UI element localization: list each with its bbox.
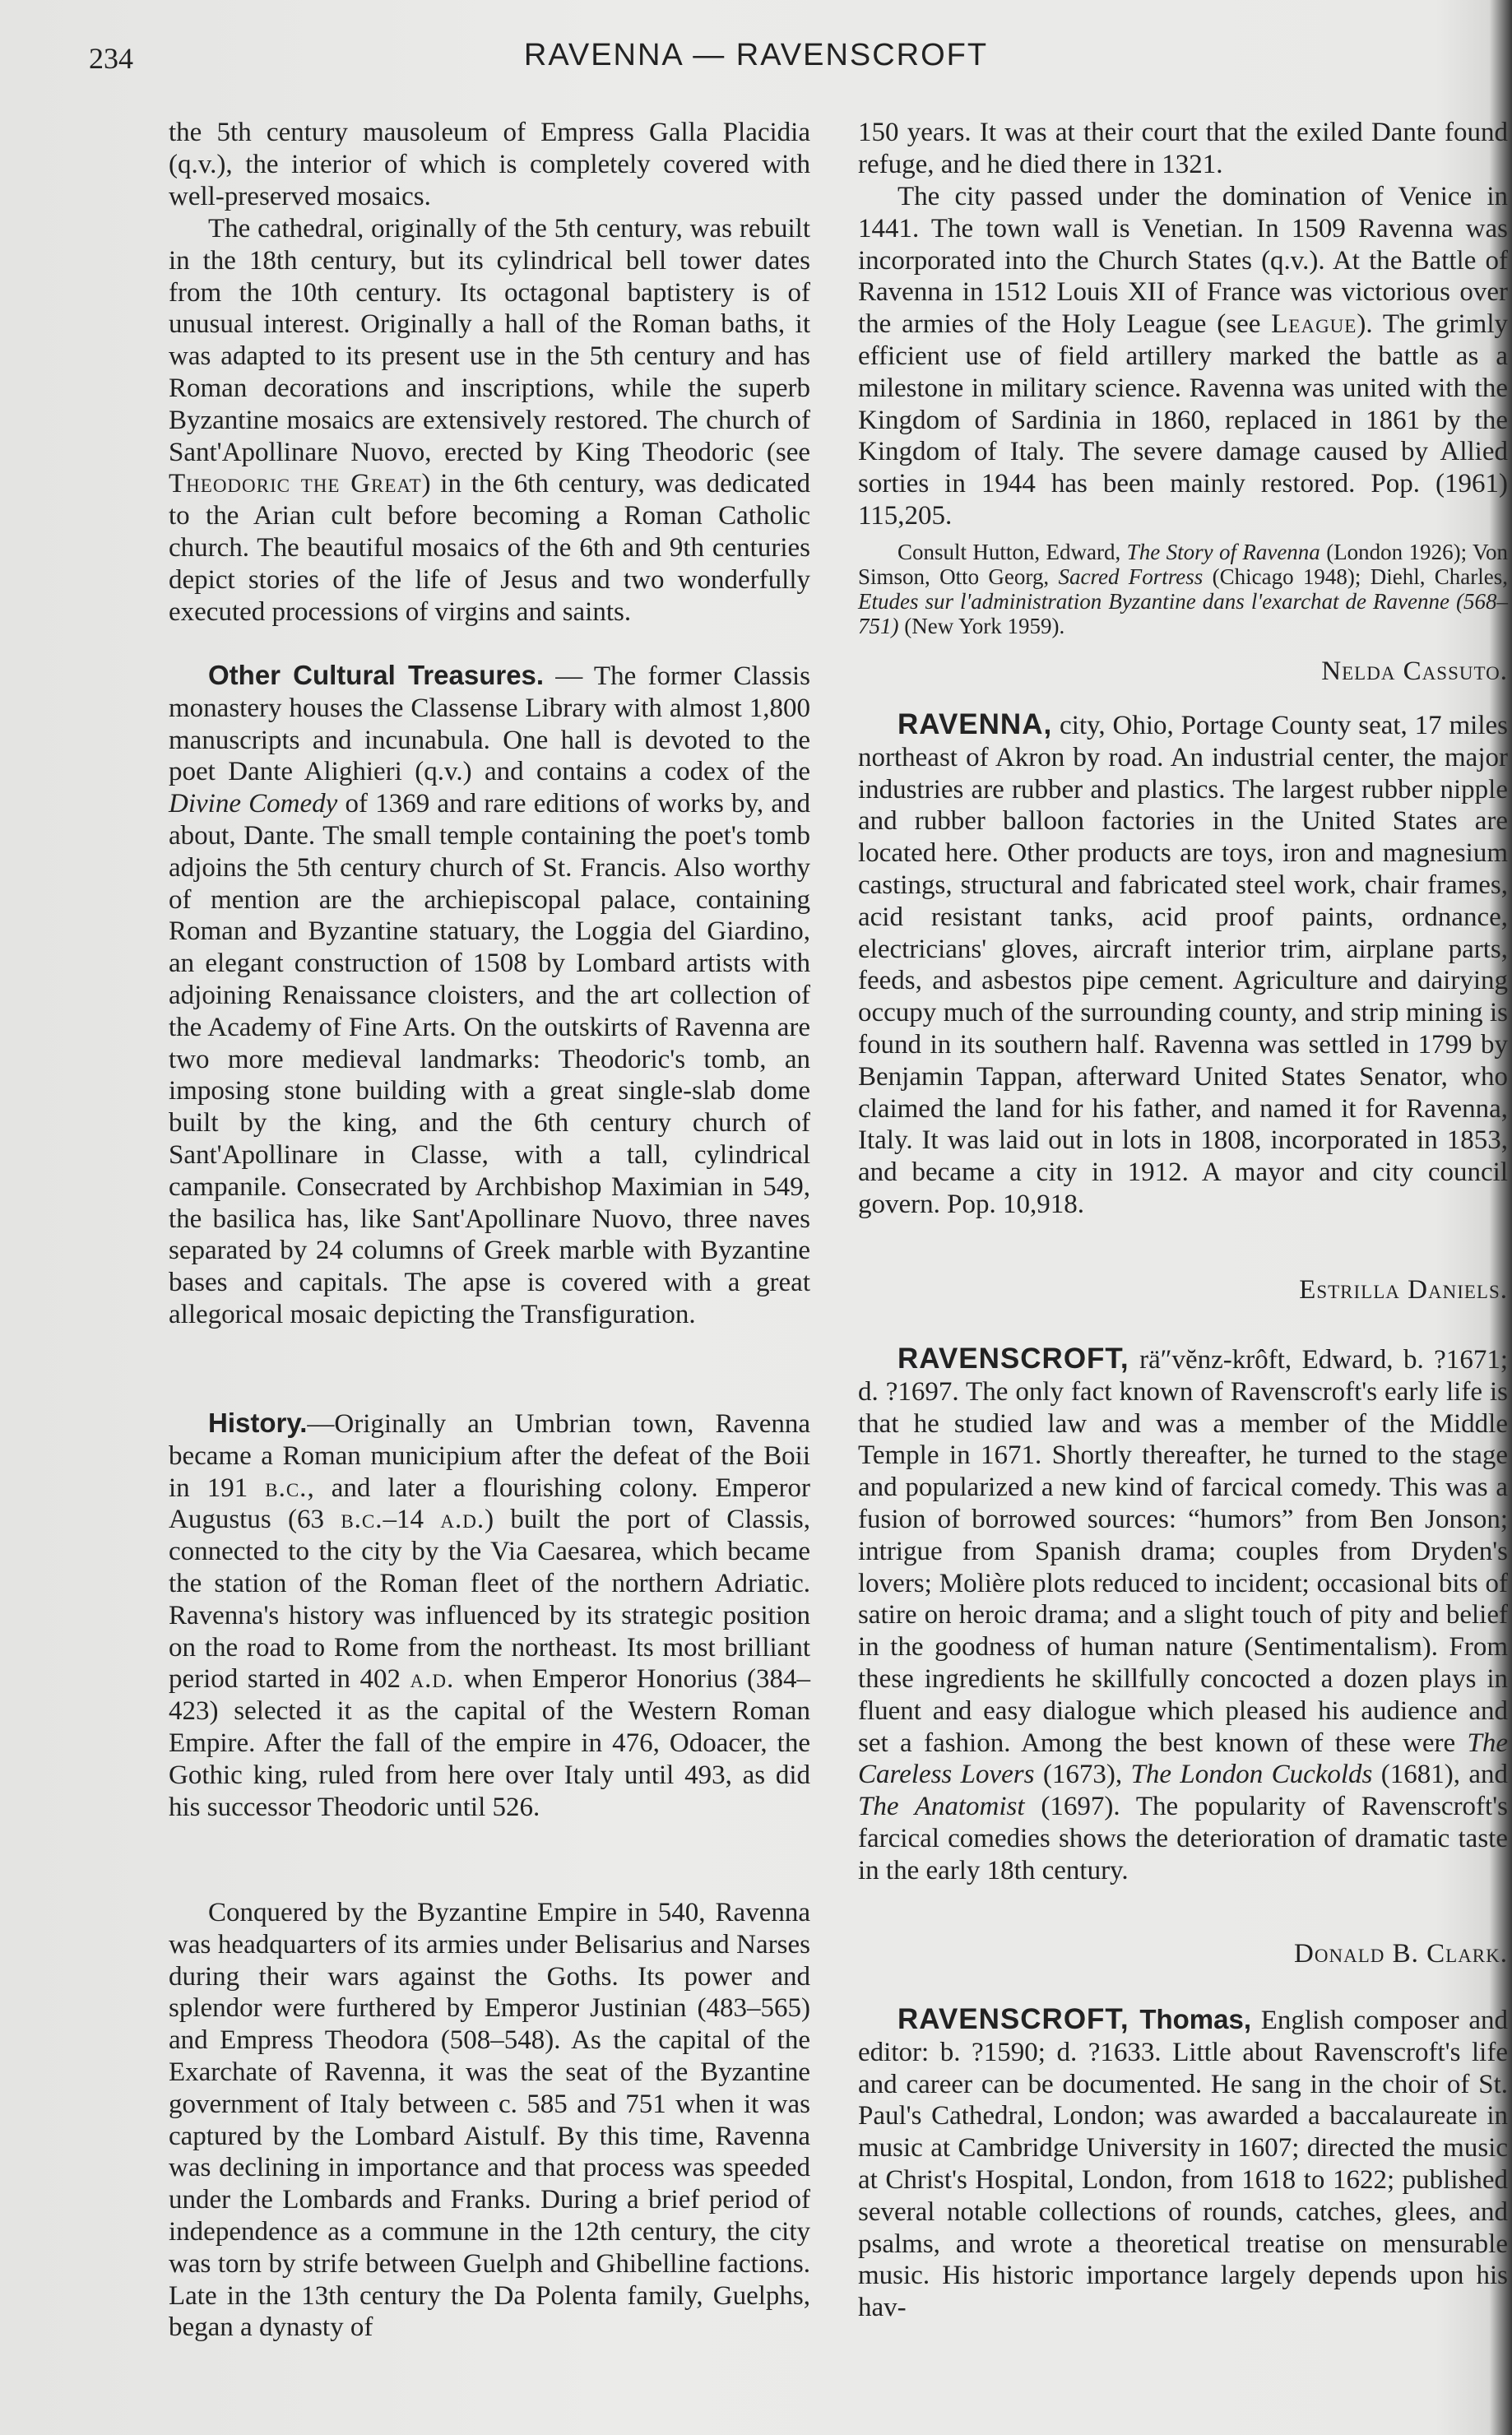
text-segment: (London 1926); Von Simson, Otto Georg, xyxy=(858,540,1508,589)
text-segment: 150 years. It was at their court that the exiled Dante found refuge, and he died there in 1321. xyxy=(858,118,1508,179)
text-segment: Conquered by the Byzantine Empire in 540, Ravenna was headquarters of its armies under Belisarius and Narses during their wars against the Goths. Its power and splendor were furthered by Emperor Justinian (483–565) and Empress Theodora (508–548). As the capital of the Exarchate of Ravenna, it was the seat of the Byzantine government of Italy between c. 585 and 751 when it was captured by the Lombard Aistulf. By this time, Ravenna was declining in importance and that process was speeded under the Lombards and Franks. During a brief period of independence as a commune in the 12th century, the city was torn by strife between Guelph and Ghibelline factions. Late in the 13th century the Da Polenta family, Guelphs, began a dynasty of xyxy=(169,1898,810,2343)
small-caps-text: Theodoric the Great xyxy=(169,469,422,499)
italic-title: Etudes sur l'administration Byzantine dans l'exarchat de Ravenne (568–751) xyxy=(858,589,1508,638)
author-signature: Nelda Cassuto. xyxy=(1321,656,1508,686)
text-segment: , and later a flourishing colony. Emperor Augustus (63 xyxy=(169,1473,811,1535)
paragraph-byzantine-conquest xyxy=(169,1897,810,2344)
text-segment: Consult Hutton, Edward, xyxy=(897,540,1127,564)
text-segment: the 5th century mausoleum of Empress Galla Placidia (q.v.), the interior of which is completely covered with well-preserved mosaics. xyxy=(169,118,810,211)
small-caps-text: League xyxy=(1271,309,1357,340)
text-segment: — The former Classis monastery houses the Classense Library with almost 1,800 manuscripts and incunabula. One hall is devoted to the poet Dante Alighieri (q.v.) and contains a codex of the xyxy=(169,661,810,787)
text-segment: The cathedral, originally of the 5th century, was rebuilt in the 18th century, but its cylindrical bell tower dates from the 10th century. Its octagonal baptistery is of unusual interest. Originally a hall of the Roman baths, it was adapted to its present use in the 5th century and has Roman decorations and inscriptions, while the superb Byzantine mosaics are extensively restored. The church of Sant'Apollinare Nuovo, erected by King Theodoric (see xyxy=(169,214,810,467)
author-signature: Donald B. Clark. xyxy=(1294,1939,1508,1969)
page-number: 234 xyxy=(89,42,133,75)
bold-heading: Thomas, xyxy=(1129,2004,1252,2034)
paragraph-history xyxy=(169,1408,810,1823)
text-segment: (1697). The popularity of Ravenscroft's farcical comedies shows the deterioration of dramatic taste in the early 18th century. xyxy=(858,1792,1509,1885)
paragraph-cathedral xyxy=(169,213,810,628)
author-signature: Estrilla Daniels. xyxy=(1299,1275,1508,1305)
text-segment: (New York 1959). xyxy=(898,614,1065,638)
entry-ravenscroft-thomas xyxy=(858,2004,1508,2324)
italic-title: The Anatomist xyxy=(858,1792,1025,1822)
entry-ravenna-ohio xyxy=(858,709,1508,1221)
entry-headword: RAVENSCROFT, xyxy=(897,1343,1129,1375)
text-segment: of 1369 and rare editions of works by, and about, Dante. The small temple containing the poet's tomb adjoins the 5th century church of St. Francis. Also worthy of mention are the archiepiscopal palace, containing Roman and Byzantine statuary, the Loggia del Giardino, an elegant construction of 1508 by Lombard artists with adjoining Renaissance cloisters, and the art collection of the Academy of Fine Arts. On the outskirts of Ravenna are two more medieval landmarks: Theodoric's tomb, an imposing stone building with a great single-slab dome built by the king, and the 6th century church of Sant'Apollinare in Classe, with a tall, cylindrical campanile. Consecrated by Archbishop Maximian in 549, the basilica has, like Sant'Apollinare Nuovo, three naves separated by 24 columns of Greek marble with Byzantine bases and capitals. The apse is covered with a great allegorical mosaic depicting the Transfiguration. xyxy=(169,789,810,1329)
italic-title: The Story of Ravenna xyxy=(1126,540,1320,564)
small-caps-text: b.c. xyxy=(265,1473,308,1503)
italic-title: Divine Comedy xyxy=(169,789,338,819)
entry-headword: RAVENNA, xyxy=(897,708,1053,740)
text-segment: (1673), xyxy=(1034,1760,1131,1790)
entry-ravenscroft-edward xyxy=(858,1343,1508,1887)
paragraph-other-cultural-treasures xyxy=(169,660,810,1331)
text-segment: (1681), and xyxy=(1372,1760,1509,1790)
bibliography xyxy=(858,540,1508,638)
small-caps-text: a.d. xyxy=(410,1664,455,1695)
text-segment: ) built the port of Classis, connected to the city by the Via Caesarea, which became the station of the Roman fleet of the northern Adriatic. Ravenna's history was influenced by its strategic position on the road to Rome from the northeast. Its most brilliant period started in 402 xyxy=(169,1505,810,1695)
paragraph-venice xyxy=(858,181,1508,532)
small-caps-text: b.c. xyxy=(341,1505,383,1535)
text-segment: rä″vĕnz-krôft, Edward, b. ?1671; d. ?1697. The only fact known of Ravenscroft's early life is that he studied law and was a member of the Middle Temple in 1671. Shortly thereafter, he turned to the stage and popularized a new kind of farcical comedy. This was a fusion of borrowed sources: “humors” from Ben Jonson; intrigue from Spanish drama; couples from Dryden's lovers; Molière plots reduced to incident; occasional bits of satire on heroic drama; and a slight touch of pity and belief in the goodness of human nature (Sentimentalism). From these ingredients he skillfully concocted a dozen plays in fluent and easy dialogue which pleased his audience and set a fashion. Among the best known of these were xyxy=(858,1345,1508,1758)
bold-heading: Other Cultural Treasures. xyxy=(208,660,545,690)
italic-title: Sacred Fortress xyxy=(1058,564,1204,589)
small-caps-text: a.d. xyxy=(440,1505,485,1535)
paragraph-dante xyxy=(858,117,1508,181)
italic-title: The Careless Lovers xyxy=(858,1728,1508,1790)
entry-headword: RAVENSCROFT, xyxy=(897,2003,1129,2035)
paragraph-mausoleum xyxy=(169,117,810,212)
text-segment: ) in the 6th century, was dedicated to the Arian cult before becoming a Roman Catholic church. The beautiful mosaics of the 6th and 9th centuries depict stories of the life of Jesus and two wonderfully executed processions of virgins and saints. xyxy=(169,469,810,627)
italic-title: The London Cuckolds xyxy=(1130,1760,1373,1790)
running-title: RAVENNA — RAVENSCROFT xyxy=(523,38,989,72)
text-segment: English composer and editor: b. ?1590; d. ?1633. Little about Ravenscroft's life and career can be documented. He sang in the choir of St. Paul's Cathedral, London; was awarded a baccalaureate in music at Cambridge University in 1607; directed the music at Christ's Hospital, London, from 1618 to 1622; published several notable collections of rounds, catches, glees, and psalms, and wrote a theoretical treatise on mensurable music. His historic importance largely depends upon his hav- xyxy=(858,2006,1509,2323)
text-segment: (Chicago 1948); Diehl, Charles, xyxy=(1203,564,1509,589)
text-segment: when Emperor Honorius (384–423) selected it as the capital of the Western Roman Empire. After the fall of the empire in 476, Odoacer, the Gothic king, ruled from here over Italy until 493, as did his successor Theodoric until 526. xyxy=(169,1664,810,1822)
text-segment: –14 xyxy=(383,1505,441,1535)
text-segment: ). The grimly efficient use of field artillery marked the battle as a milestone in military science. Ravenna was united with the Kingdom of Sardinia in 1860, replaced in 1861 by the Kingdom of Italy. The severe damage caused by Allied sorties in 1944 has been mainly restored. Pop. (1961) 115,205. xyxy=(858,309,1508,531)
text-segment: city, Ohio, Portage County seat, 17 miles northeast of Akron by road. An industrial center, the major industries are rubber and plastics. The largest rubber nipple and rubber balloon factories in the United States are located here. Other products are toys, iron and magnesium castings, structural and fabricated steel work, chair frames, acid resistant tanks, acid proof paints, ordnance, electricians' gloves, aircraft interior trim, airplane parts, feeds, and asbestos pipe cement. Agriculture and dairying occupy much of the surrounding county, and strip mining is found in its southern half. Ravenna was settled in 1799 by Benjamin Tappan, afterward United States Senator, who claimed the land for his father, and named it for Ravenna, Italy. It was laid out in lots in 1808, incorporated in 1853, and became a city in 1912. A mayor and city council govern. Pop. 10,918. xyxy=(858,711,1508,1219)
text-segment: The city passed under the domination of Venice in 1441. The town wall is Venetian. In 1509 Ravenna was incorporated into the Church States (q.v.). At the Battle of Ravenna in 1512 Louis XII of France was victorious over the armies of the Holy League (see xyxy=(858,182,1508,340)
text-segment: —Originally an Umbrian town, Ravenna became a Roman municipium after the defeat of the Boii in 191 xyxy=(169,1409,810,1503)
bold-heading: History. xyxy=(208,1408,308,1438)
